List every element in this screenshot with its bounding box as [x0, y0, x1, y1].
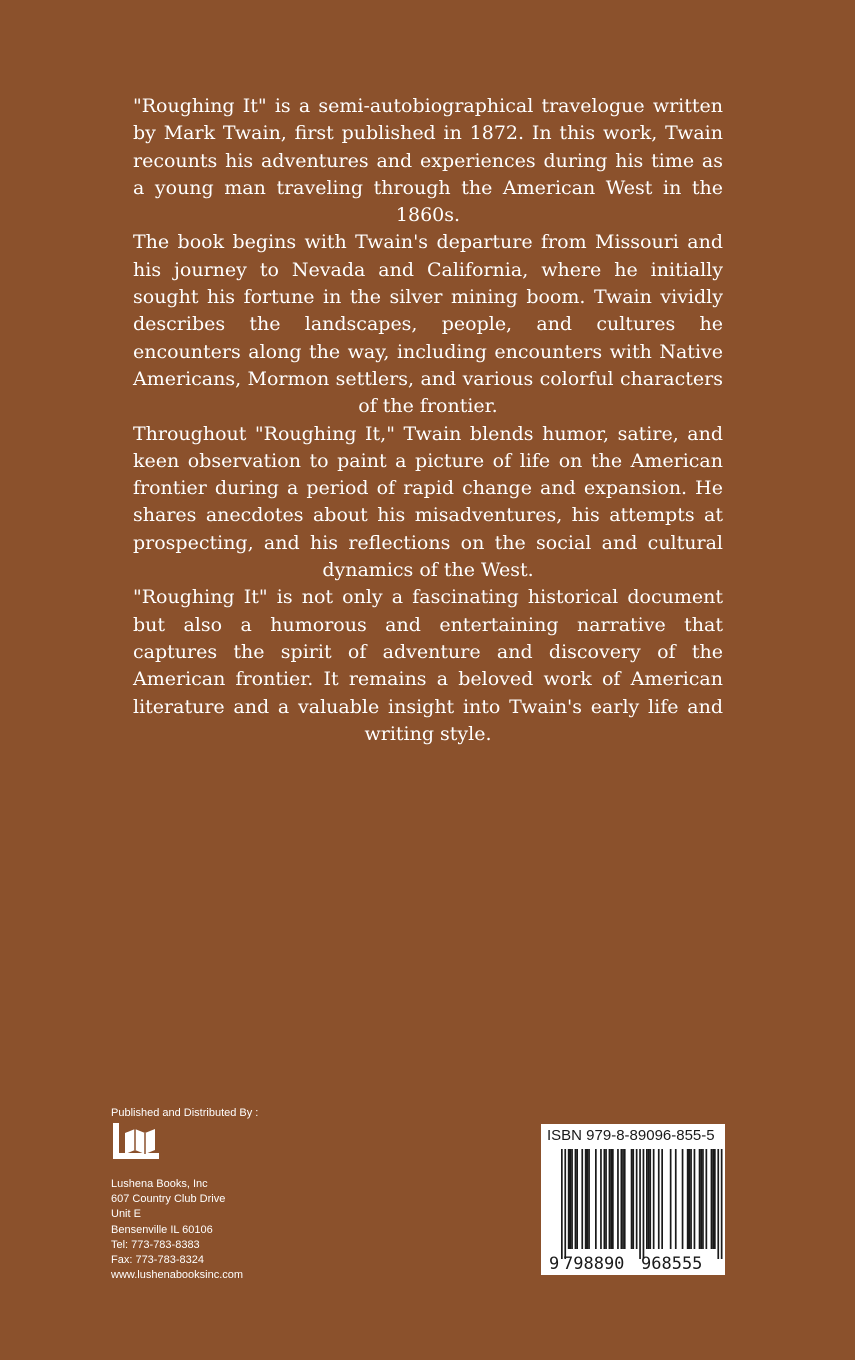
barcode-bar — [706, 1149, 708, 1249]
barcode-bar — [648, 1149, 650, 1249]
barcode-right-digits: 968555 — [641, 1254, 703, 1274]
blurb-paragraph: "Roughing It" is not only a fascinating historical document but also a humorous and entertaining narrative that captures the spirit of adventure and discovery of the American frontier. It remains a beloved work of American literature and a valuable insight into Twain's early life and writing style. — [133, 586, 723, 745]
barcode-bar — [649, 1149, 651, 1249]
barcode-bar — [624, 1149, 626, 1249]
barcode-bar — [658, 1149, 660, 1249]
barcode-bar — [694, 1149, 696, 1249]
barcode-bar — [661, 1149, 663, 1249]
barcode-bar — [700, 1149, 702, 1249]
barcode-bar — [581, 1149, 583, 1249]
barcode-bar — [632, 1149, 634, 1249]
barcode-bar — [643, 1149, 645, 1259]
publisher-name: Lushena Books, Inc — [111, 1178, 208, 1190]
barcode-bar — [687, 1149, 689, 1249]
back-cover-blurb — [133, 93, 723, 748]
barcode-bar — [702, 1149, 704, 1249]
barcode-bar — [712, 1149, 714, 1249]
barcode-bar — [564, 1149, 566, 1259]
publisher-address: 607 Country Club Drive — [111, 1193, 226, 1206]
barcode-bar — [711, 1149, 713, 1249]
publisher-city: Bensenville IL 60106 — [111, 1223, 213, 1236]
barcode-bar — [699, 1149, 701, 1249]
barcode-bar — [721, 1149, 723, 1259]
barcode-bar — [670, 1149, 672, 1249]
blurb-paragraph: Throughout "Roughing It," Twain blends humor, satire, and keen observation to paint a picture of life on the American frontier during a period of rapid change and expansion. He shares anecdotes about his misadventures, his attempts at prospecting, and his reflections on the social and cultural dynamics of the West. — [133, 422, 723, 582]
barcode-bar — [653, 1149, 655, 1249]
barcode-bar — [646, 1149, 648, 1249]
isbn-label: ISBN 979-8-89096-855-5 — [547, 1127, 715, 1144]
barcode-bar — [561, 1149, 563, 1259]
barcode-bar — [717, 1149, 719, 1259]
barcode-bar — [714, 1149, 716, 1249]
barcode-bar — [675, 1149, 677, 1249]
barcode-bar — [682, 1149, 684, 1249]
barcode-bar — [571, 1149, 573, 1249]
barcode-bar — [585, 1149, 587, 1249]
publisher-info — [111, 1106, 371, 1283]
barcode-bar — [639, 1149, 641, 1259]
barcode-bar — [636, 1149, 638, 1249]
barcode-bar — [568, 1149, 570, 1249]
barcode-bar — [621, 1149, 623, 1249]
blurb-paragraph: "Roughing It" is a semi-autobiographical travelogue written by Mark Twain, first published in 1872. In this work, Twain recounts his adventures and experiences during his time as a young man traveling through the American West in the 1860s. — [133, 95, 723, 227]
barcode-bar — [622, 1149, 624, 1249]
barcode-bar — [631, 1149, 633, 1249]
publisher-logo-icon — [111, 1123, 161, 1175]
barcode-bar — [689, 1149, 691, 1249]
barcode-bar — [588, 1149, 590, 1249]
publisher-tel: Tel: 773-783-8383 — [111, 1238, 200, 1251]
barcode-bar — [575, 1149, 577, 1249]
isbn-barcode — [541, 1124, 725, 1275]
barcode-bar — [609, 1149, 611, 1249]
barcode-bars — [541, 1124, 725, 1275]
barcode-bar — [600, 1149, 602, 1249]
barcode-bar — [605, 1149, 607, 1249]
barcode-bar — [612, 1149, 614, 1249]
blurb-paragraph: The book begins with Twain's departure from Missouri and his journey to Nevada and California, where he initially sought his fortune in the silver mining boom. Twain vividly describes the landscapes, people, and cultures he encounters along the way, including encounters with Native Americans, Mormon settlers, and various colorful characters of the frontier. — [133, 231, 723, 418]
barcode-left-digits: 798890 — [563, 1254, 625, 1274]
barcode-bar — [570, 1149, 572, 1249]
barcode-bar — [595, 1149, 597, 1249]
barcode-bar — [617, 1149, 619, 1249]
barcode-bar — [587, 1149, 589, 1249]
publisher-website: www.lushenabooksinc.com — [111, 1269, 244, 1282]
barcode-bar — [604, 1149, 606, 1249]
publisher-unit: Unit E — [111, 1208, 141, 1221]
barcode-bar — [610, 1149, 612, 1249]
barcode-first-digit: 9 — [549, 1254, 560, 1274]
barcode-bar — [690, 1149, 692, 1249]
publisher-heading: Published and Distributed By : — [111, 1107, 259, 1119]
publisher-fax: Fax: 773-783-8324 — [111, 1254, 204, 1267]
barcode-bar — [576, 1149, 578, 1249]
